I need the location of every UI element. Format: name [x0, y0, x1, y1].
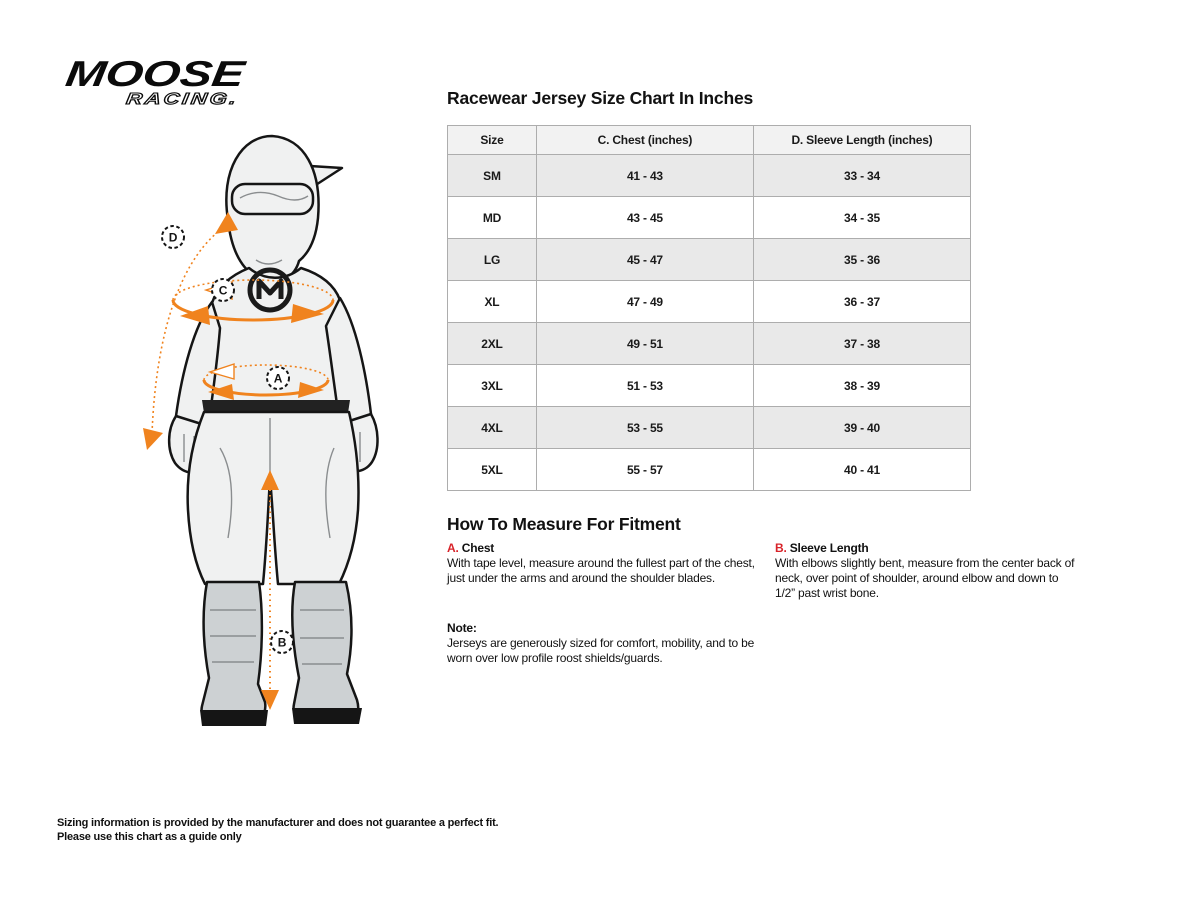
table-cell: 2XL: [448, 323, 537, 365]
right-boot: [292, 582, 358, 721]
table-cell: 41 - 43: [536, 155, 753, 197]
logo-sub-text: RACING.: [125, 90, 210, 108]
svg-text:B: B: [277, 635, 287, 650]
table-row: [448, 155, 971, 197]
measure-item-title: [775, 541, 1077, 556]
moose-racing-logo: [55, 52, 250, 108]
table-cell: SM: [448, 155, 537, 197]
table-row: [448, 197, 971, 239]
measure-item-title: [447, 541, 759, 556]
table-cell: 39 - 40: [753, 407, 970, 449]
table-cell: LG: [448, 239, 537, 281]
measure-text-sleeve: With elbows slightly bent, measure from the center back of neck, over point of shoulder, around elbow and down to 1/2” past wrist bone.: [775, 556, 1075, 600]
rider-measurement-diagram: [128, 118, 430, 780]
measure-name-chest: Chest: [461, 541, 495, 555]
table-cell: XL: [448, 281, 537, 323]
table-cell: 40 - 41: [753, 449, 970, 491]
footer-line-1: Sizing information is provided by the manufacturer and does not guarantee a perfect fit.: [57, 817, 499, 829]
table-cell: 55 - 57: [536, 449, 753, 491]
measure-name-sleeve: Sleeve Length: [789, 541, 869, 555]
size-chart-table: [447, 125, 971, 491]
table-cell: MD: [448, 197, 537, 239]
table-cell: 51 - 53: [536, 365, 753, 407]
note-label: Note:: [447, 621, 477, 635]
table-cell: 4XL: [448, 407, 537, 449]
label-b-badge: [271, 631, 293, 653]
label-a-badge: [267, 367, 289, 389]
table-row: [448, 239, 971, 281]
footer-disclaimer: [57, 817, 498, 844]
table-cell: 5XL: [448, 449, 537, 491]
table-cell: 45 - 47: [536, 239, 753, 281]
measure-text-chest: With tape level, measure around the fullest part of the chest, just under the arms and around the shoulder blades.: [447, 556, 755, 585]
table-cell: 36 - 37: [753, 281, 970, 323]
table-row: [448, 365, 971, 407]
table-cell: 47 - 49: [536, 281, 753, 323]
measure-item-sleeve: [775, 541, 1077, 601]
column-header: Size: [448, 126, 537, 155]
table-cell: 37 - 38: [753, 323, 970, 365]
sleeve-arrow-bottom: [143, 428, 163, 450]
column-header: D. Sleeve Length (inches): [753, 126, 970, 155]
page-title: Racewear Jersey Size Chart In Inches: [447, 88, 754, 108]
table-cell: 34 - 35: [753, 197, 970, 239]
table-cell: 33 - 34: [753, 155, 970, 197]
note-text: Jerseys are generously sized for comfort, mobility, and to be worn over low profile roost shields/guards.: [447, 636, 755, 665]
column-header: C. Chest (inches): [536, 126, 753, 155]
svg-text:A: A: [273, 371, 283, 386]
measure-heading: How To Measure For Fitment: [447, 514, 681, 534]
table-header: [448, 126, 971, 155]
footer-line-2: Please use this chart as a guide only: [57, 830, 242, 843]
left-boot: [202, 582, 266, 723]
measure-letter-a: A.: [447, 541, 459, 555]
table-row: [448, 407, 971, 449]
label-d-badge: [162, 226, 184, 248]
table-cell: 38 - 39: [753, 365, 970, 407]
table-cell: 3XL: [448, 365, 537, 407]
left-boot-sole: [200, 710, 268, 726]
svg-text:D: D: [168, 230, 178, 245]
logo-word-text: MOOSE: [63, 53, 202, 94]
measure-letter-b: B.: [775, 541, 787, 555]
measure-item-chest: [447, 541, 759, 586]
note-block: [447, 621, 759, 666]
table-row: [448, 323, 971, 365]
size-chart-table-wrap: [447, 125, 971, 491]
svg-text:C: C: [218, 283, 228, 298]
pants: [188, 412, 359, 584]
table-row: [448, 281, 971, 323]
table-cell: 53 - 55: [536, 407, 753, 449]
table-cell: 43 - 45: [536, 197, 753, 239]
right-boot-sole: [292, 708, 362, 724]
table-row: [448, 449, 971, 491]
table-cell: 35 - 36: [753, 239, 970, 281]
table-cell: 49 - 51: [536, 323, 753, 365]
label-c-badge: [212, 279, 234, 301]
